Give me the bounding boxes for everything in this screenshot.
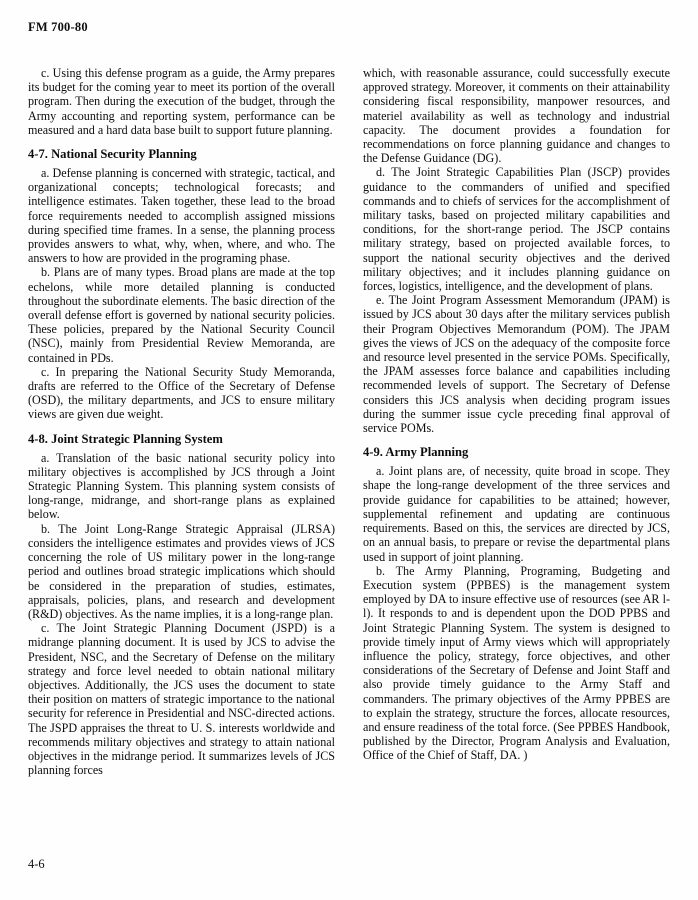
paragraph: a. Translation of the basic national security policy into military objectives is accomplished by JCS through a Joint Strategic Planning System. This planning system consists of long-range, midrange, and short-range plans as explained below.: [28, 450, 335, 522]
page-number: 4-6: [28, 857, 45, 871]
section-heading: 4-8. Joint Strategic Planning System: [28, 431, 223, 446]
paragraph: e. The Joint Program Assessment Memorandum (JPAM) is issued by JCS about 30 days after the military services publish their Program Objectives Memorandum (POM). The JPAM gives the views of JCS on the adequacy of the composite force and resource level presented in the service POMs. Specifically, the JPAM assesses force balance and capabilities including recommended levels of support. The Secretary of Defense considers this JCS analysis when deciding program issues during the summer issue cycle preceding final approval of service POMs.: [363, 293, 670, 436]
paragraph-continued: which, with reasonable assurance, could successfully execute approved strategy. Moreover, it comments on their attainability considering fiscal responsibility, manpower resources, and materiel availability as well as technology and industrial capacity. The document provides a foundation for recommendations on force planning guidance and changes to the Defense Guidance (DG).: [363, 66, 670, 166]
paragraph: b. The Joint Long-Range Strategic Appraisal (JLRSA) considers the intelligence estimates and provides views of JCS concerning the role of US military power in the long-range period and outlines broad strategic implications which should be considered in the preparation of studies, estimates, appraisals, policies, plans, and research and development (R&D) objectives. As the name implies, it is a long-range plan.: [28, 521, 335, 621]
paragraph: c. Using this defense program as a guide, the Army prepares its budget for the coming year to meet its portion of the overall program. Then during the execution of the budget, through the Army accounting and reporting system, performance can be measured and a hard data base built to support future planning.: [28, 66, 335, 137]
section-heading: 4-9. Army Planning: [363, 445, 469, 460]
left-column: [28, 66, 335, 777]
paragraph: c. The Joint Strategic Planning Document (JSPD) is a midrange planning document. It is used by JCS to advise the President, NSC, and the Secretary of Defense on the military strategy and force level needed to obtain national military objectives. Additionally, the JCS uses the document to state their position on matters of strategic importance to the national security for reference in Presidential and NSC-directed actions. The JSPD appraises the threat to U. S. interests worldwide and recommends military objectives and strategy to attain national objectives in the midrange period. It summarizes levels of JCS planning forces: [28, 621, 335, 778]
section-heading: 4-7. National Security Planning: [28, 147, 197, 162]
paragraph: b. Plans are of many types. Broad plans are made at the top echelons, while more detailed planning is conducted throughout the subordinate elements. The basic direction of the overall defense effort is governed by national security policies. These policies, prepared by the National Security Council (NSC), mainly from Presidential Review Memoranda, are contained in PDs.: [28, 265, 335, 365]
paragraph: b. The Army Planning, Programing, Budgeting and Execution system (PPBES) is the management system employed by DA to insure effective use of resources (see AR l-l). It responds to and is dependent upon the DOD PPBS and Joint Strategic Planning System. The system is designed to provide timely input of Army views which will appropriately influence the policy, strategy, force objectives, and other considerations of the Secretary of Defense and Joint Staff and also provide timely guidance to the Army Staff and commanders. The primary objectives of the Army PPBES are to explain the strategy, structure the forces, allocate resources, and ensure readiness of the total force. (See PPBES Handbook, published by the Director, Program Analysis and Evaluation, Office of the Chief of Staff, DA. ): [363, 563, 670, 763]
paragraph: c. In preparing the National Security Study Memoranda, drafts are referred to the Office of the Secretary of Defense (OSD), the military departments, and JCS to ensure military views are given due weight.: [28, 364, 335, 422]
paragraph: a. Joint plans are, of necessity, quite broad in scope. They shape the long-range development of the three services and provide guidance for capabilities to be attained; however, supplemental refinement and updating are continuous requirements. Based on this, the services are directed by JCS, on an annual basis, to prepare or revise the departmental plans used in support of joint planning.: [363, 464, 670, 564]
right-column: [363, 66, 670, 777]
paragraph: a. Defense planning is concerned with strategic, tactical, and organizational concepts; technological forecasts; and intelligence estimates. Taken together, these lead to the broad force requirements needed to accomplish assigned missions during specified time frames. In a sense, the planning process provides answers to what, why, when, where, and who. The answers to how are provided in the programing phase.: [28, 166, 335, 266]
page-header: FM 700-80: [28, 20, 88, 34]
paragraph: d. The Joint Strategic Capabilities Plan (JSCP) provides guidance to the commanders of unified and specified commands and to chiefs of services for the accomplishment of military tasks, based on projected military capabilities and conditions, for the short-range period. The JSCP contains military strategy, based on projected available forces, to support the national security objectives and the derived military objectives; and it includes planning guidance on forces, logistics, intelligence, and the development of plans.: [363, 165, 670, 294]
two-column-body: [28, 66, 670, 777]
